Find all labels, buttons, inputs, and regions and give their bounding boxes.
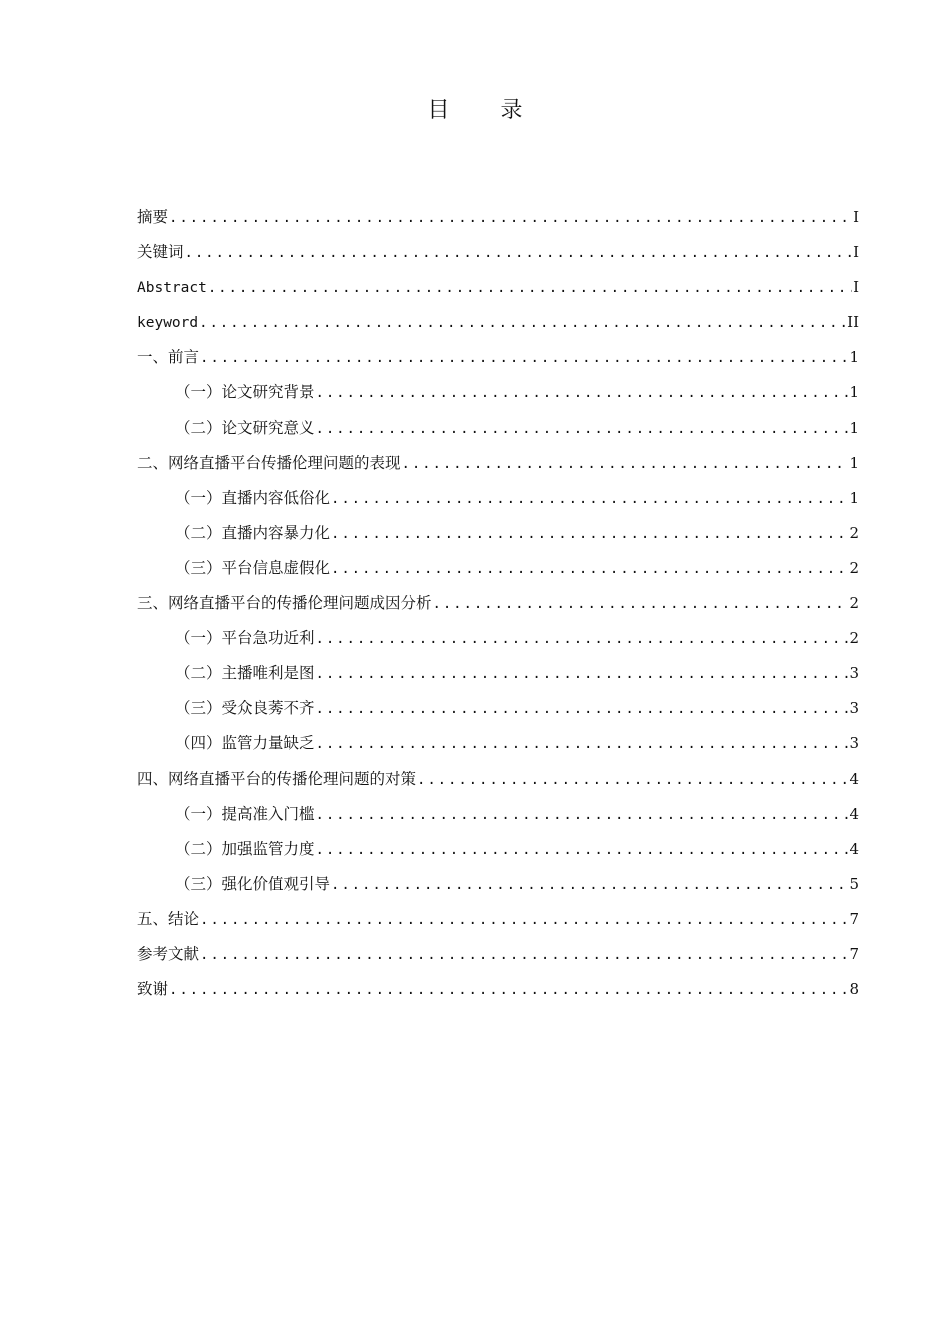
toc-dot-leader: [316, 622, 849, 657]
toc-entry-label: 关键词: [137, 243, 184, 262]
toc-entry-page-number: 1: [849, 453, 859, 472]
toc-dot-leader: [402, 447, 849, 482]
toc-entry-label: 一、前言: [137, 348, 200, 367]
toc-entry[interactable]: [137, 586, 859, 621]
toc-entry[interactable]: [137, 551, 859, 586]
toc-entry-label: 二、网络直播平台传播伦理问题的表现: [137, 453, 401, 472]
toc-entry-page-number: 2: [849, 629, 859, 648]
toc-entry-label: 四、网络直播平台的传播伦理问题的对策: [137, 769, 417, 788]
toc-entry[interactable]: [137, 726, 859, 761]
toc-entry-page-number: II: [847, 313, 859, 332]
toc-entry[interactable]: [137, 235, 859, 270]
toc-dot-leader: [316, 727, 849, 762]
toc-entry-label: （三）受众良莠不齐: [175, 699, 315, 718]
toc-entry-page-number: 1: [849, 383, 859, 402]
toc-dot-leader: [331, 868, 848, 903]
toc-entry-page-number: I: [853, 208, 859, 226]
table-of-contents: [137, 200, 859, 1007]
toc-entry-page-number: 3: [849, 734, 859, 753]
toc-dot-leader: [169, 973, 848, 1008]
toc-dot-leader: [316, 833, 849, 868]
toc-entry[interactable]: [137, 446, 859, 481]
toc-entry[interactable]: [137, 305, 859, 340]
toc-dot-leader: [316, 376, 849, 411]
toc-entry-page-number: 7: [849, 944, 859, 963]
toc-entry-page-number: I: [853, 243, 859, 262]
toc-dot-leader: [417, 763, 848, 798]
toc-entry-label: （三）平台信息虚假化: [175, 558, 331, 577]
toc-entry-label: keyword: [137, 315, 199, 332]
toc-dot-leader: [331, 552, 848, 587]
toc-entry[interactable]: [137, 832, 859, 867]
toc-entry-page-number: 1: [849, 418, 859, 437]
toc-entry-page-number: 2: [849, 594, 859, 613]
toc-entry[interactable]: [137, 656, 859, 691]
toc-entry[interactable]: [137, 516, 859, 551]
toc-entry-page-number: 4: [849, 839, 859, 858]
toc-entry-label: （一）平台急功近利: [175, 629, 315, 648]
toc-entry-label: 五、结论: [137, 909, 200, 928]
toc-entry[interactable]: [137, 340, 859, 375]
toc-entry[interactable]: [137, 270, 859, 305]
toc-entry[interactable]: [137, 411, 859, 446]
toc-entry[interactable]: [137, 375, 859, 410]
toc-entry-page-number: 3: [849, 699, 859, 718]
toc-entry[interactable]: [137, 691, 859, 726]
toc-entry-page-number: 5: [849, 874, 859, 893]
toc-entry-label: （四）监管力量缺乏: [175, 734, 315, 753]
toc-dot-leader: [199, 306, 846, 341]
toc-dot-leader: [316, 412, 849, 447]
toc-entry-label: （二）主播唯利是图: [175, 664, 315, 683]
toc-dot-leader: [185, 236, 853, 271]
toc-dot-leader: [331, 517, 848, 552]
toc-entry[interactable]: [137, 972, 859, 1007]
toc-entry-label: （一）提高准入门槛: [175, 804, 315, 823]
toc-entry[interactable]: [137, 762, 859, 797]
toc-entry-label: 参考文献: [137, 944, 200, 963]
toc-entry[interactable]: [137, 797, 859, 832]
toc-entry-label: （二）论文研究意义: [175, 418, 315, 437]
toc-entry-page-number: 4: [849, 769, 859, 788]
toc-entry-label: （二）直播内容暴力化: [175, 523, 331, 542]
toc-dot-leader: [316, 692, 849, 727]
toc-dot-leader: [433, 587, 849, 622]
toc-entry-label: 致谢: [137, 980, 169, 999]
toc-dot-leader: [331, 482, 848, 517]
toc-dot-leader: [208, 271, 852, 306]
toc-entry-label: Abstract: [137, 280, 207, 297]
toc-entry[interactable]: [137, 902, 859, 937]
toc-entry-page-number: 4: [849, 804, 859, 823]
toc-entry-label: （三）强化价值观引导: [175, 874, 331, 893]
toc-entry-page-number: 1: [849, 488, 859, 507]
toc-entry[interactable]: [137, 937, 859, 972]
page-title: 目 录: [427, 98, 545, 123]
toc-dot-leader: [316, 657, 849, 692]
toc-entry-label: （二）加强监管力度: [175, 839, 315, 858]
toc-entry-label: 摘要: [137, 208, 169, 226]
toc-entry[interactable]: [137, 621, 859, 656]
toc-entry[interactable]: [137, 200, 859, 235]
toc-dot-leader: [169, 201, 852, 236]
toc-dot-leader: [316, 798, 849, 833]
toc-dot-leader: [200, 341, 848, 376]
toc-entry-page-number: 1: [849, 348, 859, 367]
toc-entry-label: （一）直播内容低俗化: [175, 488, 331, 507]
toc-entry-page-number: 8: [849, 980, 859, 999]
toc-entry-label: （一）论文研究背景: [175, 383, 315, 402]
toc-entry-label: 三、网络直播平台的传播伦理问题成因分析: [137, 594, 432, 613]
toc-entry[interactable]: [137, 481, 859, 516]
toc-dot-leader: [200, 938, 848, 973]
toc-entry-page-number: 7: [849, 909, 859, 928]
toc-entry-page-number: 2: [849, 523, 859, 542]
toc-dot-leader: [200, 903, 848, 938]
toc-entry-page-number: 2: [849, 558, 859, 577]
toc-entry[interactable]: [137, 867, 859, 902]
toc-entry-page-number: I: [853, 278, 859, 297]
toc-entry-page-number: 3: [849, 664, 859, 683]
